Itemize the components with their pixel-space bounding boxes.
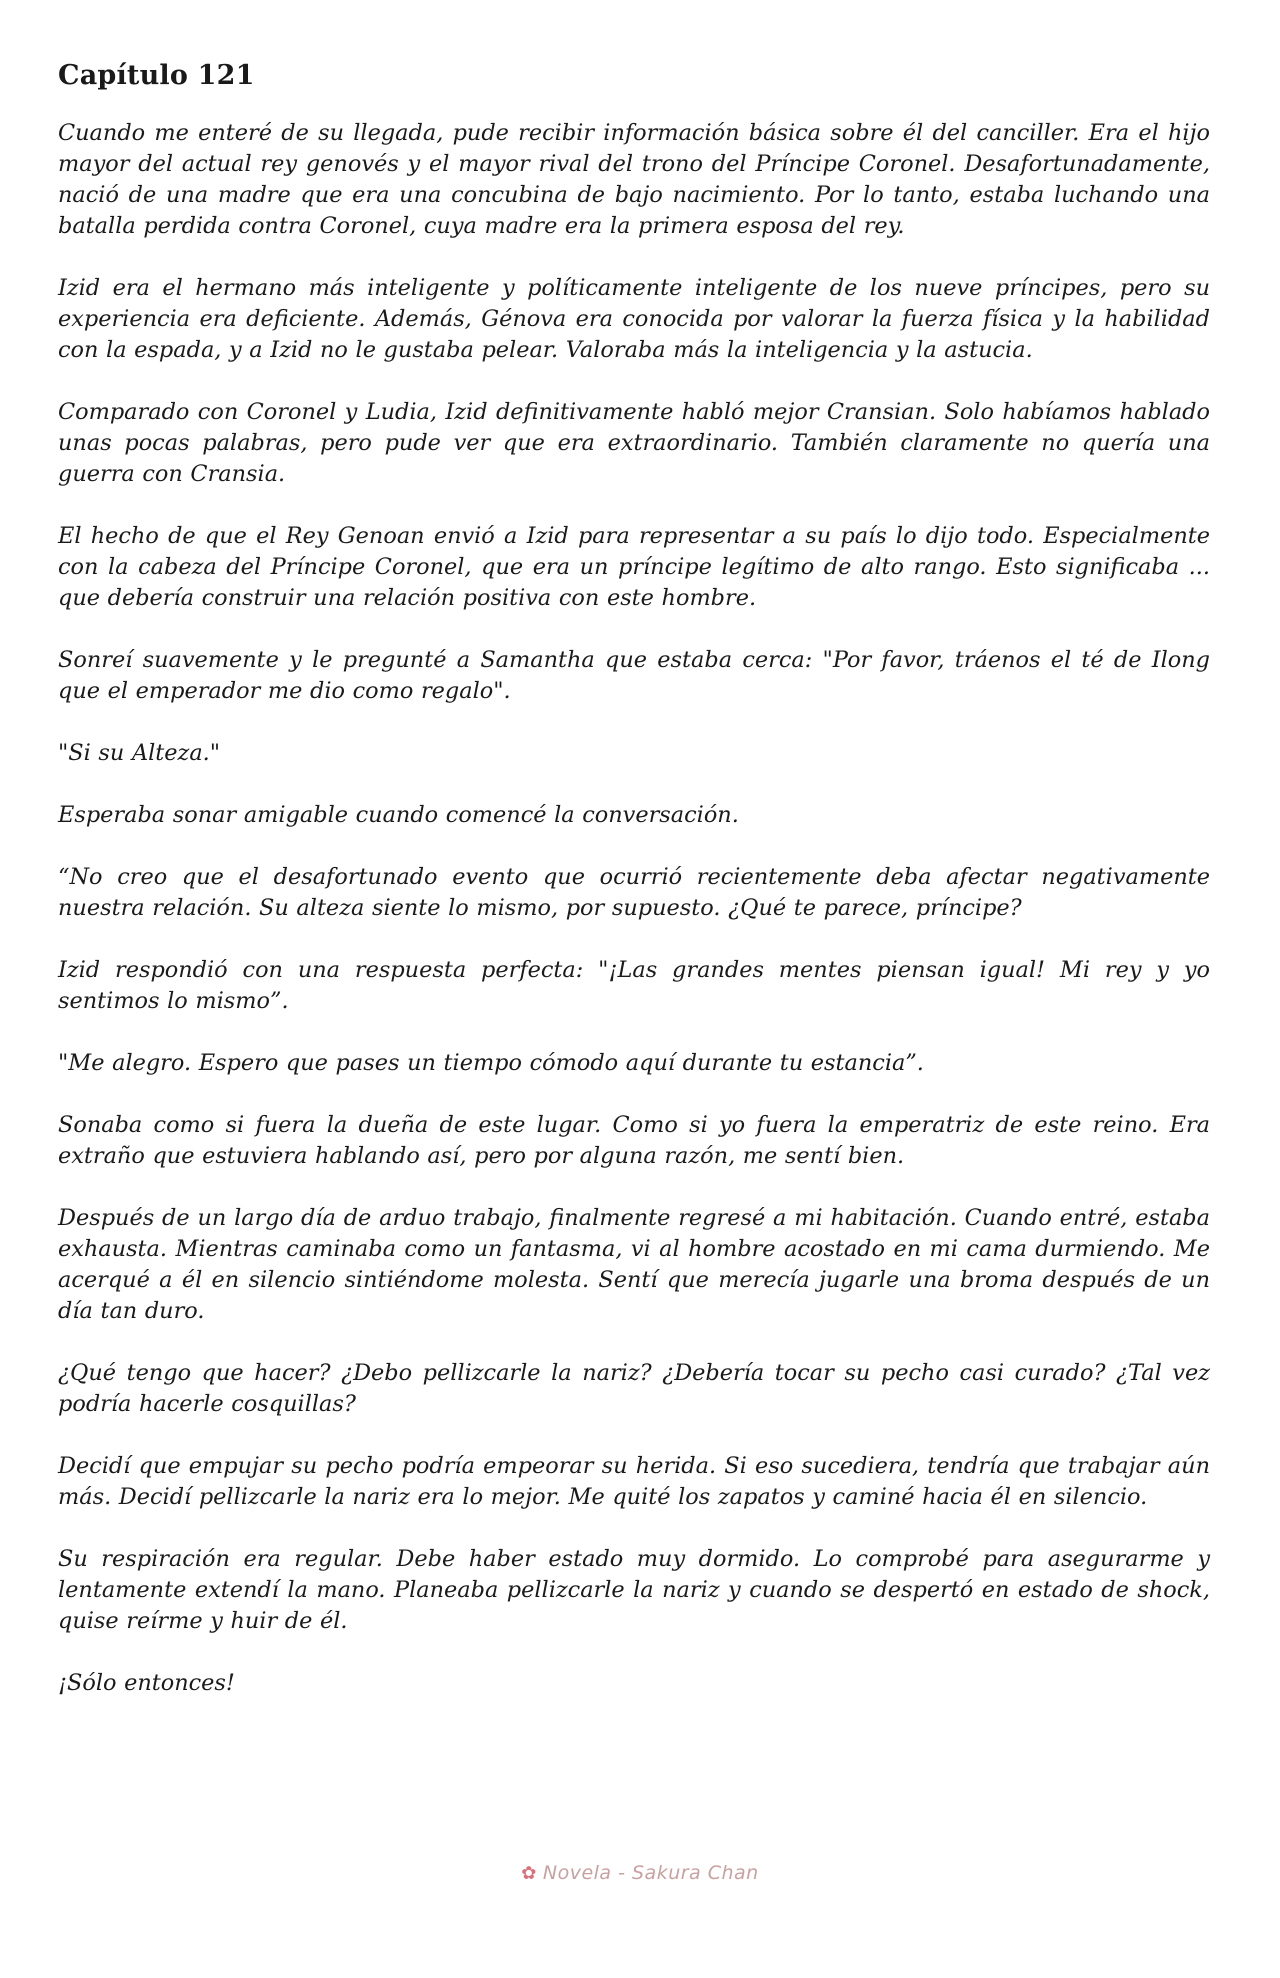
paragraph: ¿Qué tengo que hacer? ¿Debo pellizcarle la nariz? ¿Debería tocar su pecho casi curado? ¿Tal vez podría hacerle cosquillas? [58,1360,1210,1417]
watermark [0,1862,1280,1884]
paragraph: Sonreí suavemente y le pregunté a Samantha que estaba cerca: "Por favor, tráenos el té de Ilong que el emperador me dio como regalo". [58,647,1210,704]
watermark-text: Novela - Sakura Chan [542,1862,759,1884]
sakura-flower-icon: ✿ [521,1863,537,1884]
paragraph: Cuando me enteré de su llegada, pude recibir información básica sobre él del canciller. Era el hijo mayor del actual rey genovés y el mayor rival del trono del Príncipe Coronel. Desafortunadamente, nació de una madre que era una concubina de bajo nacimiento. Por lo tanto, estaba luchando una batalla perdida contra Coronel, cuya madre era la primera esposa del rey. [58,120,1210,239]
paragraph: Su respiración era regular. Debe haber estado muy dormido. Lo comprobé para asegurarme y lentamente extendí la mano. Planeaba pellizcarle la nariz y cuando se despertó en estado de shock, quise reírme y huir de él. [58,1546,1210,1634]
paragraph: Sonaba como si fuera la dueña de este lugar. Como si yo fuera la emperatriz de este reino. Era extraño que estuviera hablando así, pero por alguna razón, me sentí bien. [58,1112,1210,1169]
paragraph: ¡Sólo entonces! [58,1670,235,1696]
chapter-title: Capítulo 121 [58,60,255,91]
paragraph: Después de un largo día de arduo trabajo, finalmente regresé a mi habitación. Cuando entré, estaba exhausta. Mientras caminaba como un fantasma, vi al hombre acostado en mi cama durmiendo. Me acerqué a él en silencio sintiéndome molesta. Sentí que merecía jugarle una broma después de un día tan duro. [58,1205,1210,1324]
paragraph: Decidí que empujar su pecho podría empeorar su herida. Si eso sucediera, tendría que trabajar aún más. Decidí pellizcarle la nariz era lo mejor. Me quité los zapatos y caminé hacia él en silencio. [58,1453,1210,1510]
paragraph: "Si su Alteza." [58,740,221,766]
paragraph: Comparado con Coronel y Ludia, Izid definitivamente habló mejor Cransian. Solo habíamos hablado unas pocas palabras, pero pude ver que era extraordinario. También claramente no quería una guerra con Cransia. [58,399,1210,487]
document-page [58,56,1210,1730]
paragraph: El hecho de que el Rey Genoan envió a Izid para representar a su país lo dijo todo. Especialmente con la cabeza del Príncipe Coronel, que era un príncipe legítimo de alto rango. Esto significaba ... que debería construir una relación positiva con este hombre. [58,523,1210,611]
paragraph: Izid era el hermano más inteligente y políticamente inteligente de los nueve príncipes, pero su experiencia era deficiente. Además, Génova era conocida por valorar la fuerza física y la habilidad con la espada, y a Izid no le gustaba pelear. Valoraba más la inteligencia y la astucia. [58,275,1210,363]
paragraph: “No creo que el desafortunado evento que ocurrió recientemente deba afectar negativamente nuestra relación. Su alteza siente lo mismo, por supuesto. ¿Qué te parece, príncipe? [58,864,1210,921]
paragraph: Izid respondió con una respuesta perfecta: "¡Las grandes mentes piensan igual! Mi rey y yo sentimos lo mismo”. [58,957,1210,1014]
paragraph: "Me alegro. Espero que pases un tiempo cómodo aquí durante tu estancia”. [58,1050,924,1076]
paragraph: Esperaba sonar amigable cuando comencé la conversación. [58,802,739,828]
